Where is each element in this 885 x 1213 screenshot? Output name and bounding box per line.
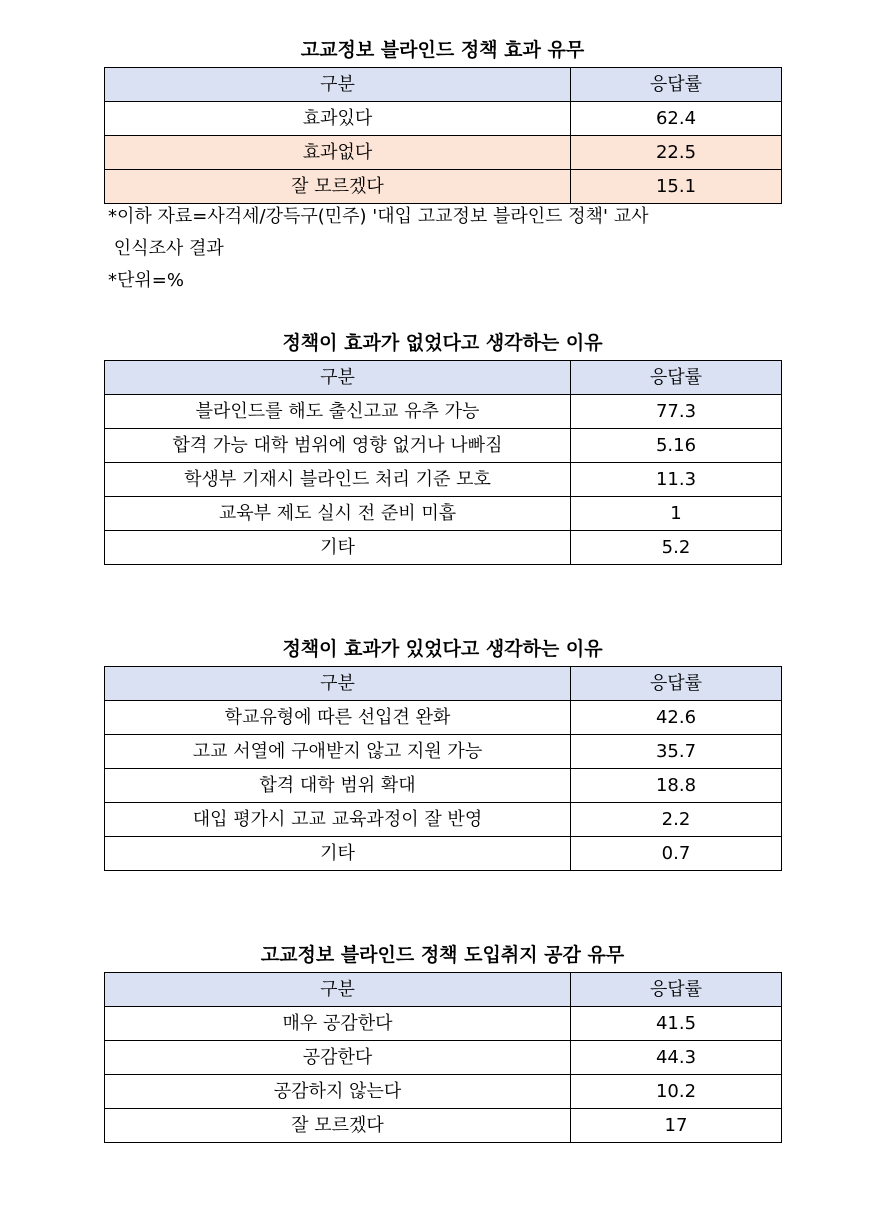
header-category: 구분	[105, 361, 571, 395]
table-header-row	[105, 68, 782, 102]
row-value: 11.3	[571, 463, 782, 497]
source-note-continued: 인식조사 결과	[108, 238, 224, 259]
row-value: 77.3	[571, 395, 782, 429]
row-label: 잘 모르겠다	[105, 1109, 571, 1143]
table-row	[105, 701, 782, 735]
header-rate: 응답률	[571, 68, 782, 102]
row-value: 1	[571, 497, 782, 531]
row-label: 잘 모르겠다	[105, 170, 571, 204]
source-note: *이하 자료=사걱세/강득구(민주) '대입 고교정보 블라인드 정책' 교사	[108, 206, 649, 227]
table-row	[105, 803, 782, 837]
table-row	[105, 1007, 782, 1041]
row-label: 합격 가능 대학 범위에 영향 없거나 나빠짐	[105, 429, 571, 463]
table-row	[105, 102, 782, 136]
table-section-no-effect-reasons	[104, 326, 781, 565]
data-table	[104, 972, 782, 1143]
data-table	[104, 666, 782, 871]
table-row	[105, 497, 782, 531]
table-row	[105, 429, 782, 463]
row-label: 교육부 제도 실시 전 준비 미흡	[105, 497, 571, 531]
header-rate: 응답률	[571, 667, 782, 701]
header-category: 구분	[105, 973, 571, 1007]
table-row	[105, 769, 782, 803]
row-value: 5.16	[571, 429, 782, 463]
header-rate: 응답률	[571, 973, 782, 1007]
header-category: 구분	[105, 68, 571, 102]
table-section-policy-effect	[104, 33, 781, 204]
row-value: 35.7	[571, 735, 782, 769]
source-notes	[108, 201, 785, 297]
table-row	[105, 735, 782, 769]
row-label: 효과없다	[105, 136, 571, 170]
header-category: 구분	[105, 667, 571, 701]
table-row	[105, 136, 782, 170]
row-label: 학생부 기재시 블라인드 처리 기준 모호	[105, 463, 571, 497]
unit-note: *단위=%	[108, 270, 184, 291]
row-label: 합격 대학 범위 확대	[105, 769, 571, 803]
data-table	[104, 360, 782, 565]
row-label: 매우 공감한다	[105, 1007, 571, 1041]
table-row	[105, 170, 782, 204]
table-title: 고교정보 블라인드 정책 도입취지 공감 유무	[260, 944, 625, 966]
row-value: 62.4	[571, 102, 782, 136]
row-label: 공감하지 않는다	[105, 1075, 571, 1109]
row-label: 대입 평가시 고교 교육과정이 잘 반영	[105, 803, 571, 837]
row-label: 기타	[105, 837, 571, 871]
row-value: 5.2	[571, 531, 782, 565]
header-rate: 응답률	[571, 361, 782, 395]
table-header-row	[105, 667, 782, 701]
row-value: 2.2	[571, 803, 782, 837]
table-header-row	[105, 973, 782, 1007]
row-value: 42.6	[571, 701, 782, 735]
table-row	[105, 1041, 782, 1075]
table-title: 고교정보 블라인드 정책 효과 유무	[300, 39, 585, 61]
row-value: 18.8	[571, 769, 782, 803]
table-row	[105, 531, 782, 565]
row-value: 17	[571, 1109, 782, 1143]
table-row	[105, 1109, 782, 1143]
data-table	[104, 67, 782, 204]
table-row	[105, 463, 782, 497]
row-label: 고교 서열에 구애받지 않고 지원 가능	[105, 735, 571, 769]
row-label: 공감한다	[105, 1041, 571, 1075]
row-label: 블라인드를 해도 출신고교 유추 가능	[105, 395, 571, 429]
table-section-agreement	[104, 938, 781, 1143]
row-label: 학교유형에 따른 선입견 완화	[105, 701, 571, 735]
row-label: 기타	[105, 531, 571, 565]
row-value: 15.1	[571, 170, 782, 204]
table-row	[105, 395, 782, 429]
row-label: 효과있다	[105, 102, 571, 136]
row-value: 41.5	[571, 1007, 782, 1041]
row-value: 22.5	[571, 136, 782, 170]
table-section-effect-reasons	[104, 632, 781, 871]
table-title: 정책이 효과가 없었다고 생각하는 이유	[282, 332, 603, 354]
table-title: 정책이 효과가 있었다고 생각하는 이유	[282, 638, 603, 660]
table-row	[105, 837, 782, 871]
table-row	[105, 1075, 782, 1109]
row-value: 10.2	[571, 1075, 782, 1109]
row-value: 0.7	[571, 837, 782, 871]
row-value: 44.3	[571, 1041, 782, 1075]
table-header-row	[105, 361, 782, 395]
